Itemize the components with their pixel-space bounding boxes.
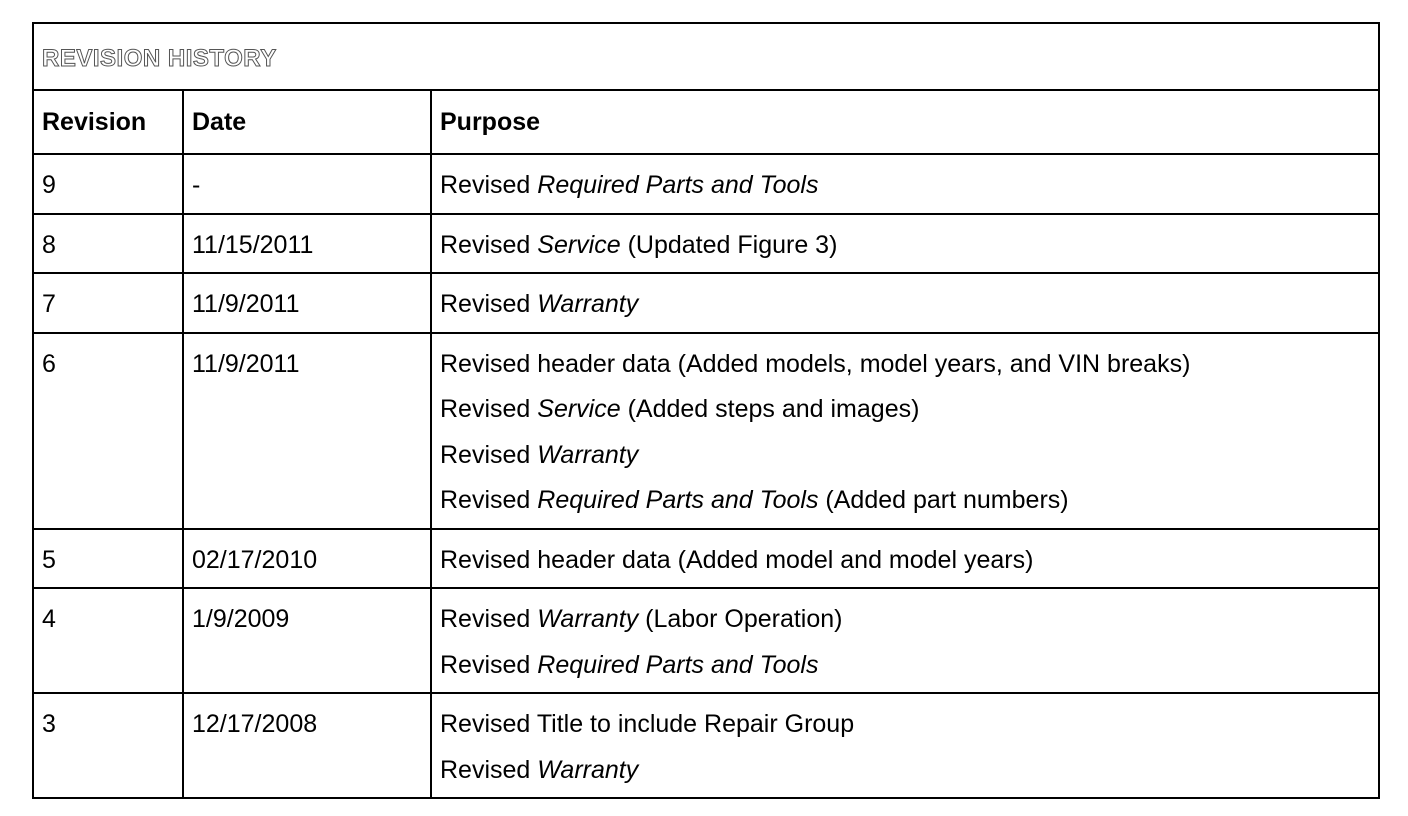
revision-cell: 5 — [33, 529, 183, 589]
purpose-text: Revised — [440, 650, 538, 679]
purpose-cell — [431, 333, 1379, 529]
date-cell: 02/17/2010 — [183, 529, 431, 589]
date-cell: 1/9/2009 — [183, 588, 431, 693]
purpose-text: Revised header data (Added models, model years, and VIN breaks) — [440, 349, 1191, 378]
date-cell: 12/17/2008 — [183, 693, 431, 798]
purpose-line — [440, 538, 1370, 584]
table-title: REVISION HISTORY — [42, 44, 277, 72]
purpose-text: (Updated Figure 3) — [620, 230, 838, 259]
header-revision: Revision — [33, 90, 183, 154]
purpose-line — [440, 433, 1370, 479]
purpose-cell — [431, 154, 1379, 214]
section-reference: Warranty — [537, 440, 639, 469]
purpose-line — [440, 597, 1370, 643]
table-row — [33, 529, 1379, 589]
section-reference: Required Parts and Tools — [537, 171, 819, 199]
date-cell: 11/9/2011 — [183, 333, 431, 529]
revision-cell: 7 — [33, 273, 183, 333]
revision-cell: 8 — [33, 214, 183, 274]
section-reference: Required Parts and Tools — [537, 650, 819, 679]
section-reference: Warranty — [537, 755, 639, 784]
table-row — [33, 588, 1379, 693]
table-row — [33, 273, 1379, 333]
purpose-line — [440, 748, 1370, 794]
revision-history-table — [32, 22, 1380, 799]
purpose-text: Revised — [440, 755, 538, 784]
title-row — [33, 23, 1379, 90]
header-row — [33, 90, 1379, 154]
purpose-line — [440, 163, 1370, 209]
purpose-line — [440, 342, 1370, 388]
purpose-line — [440, 702, 1370, 748]
purpose-line — [440, 387, 1370, 433]
date-cell: - — [183, 154, 431, 214]
purpose-text: (Added steps and images) — [620, 395, 920, 423]
revision-rows — [33, 154, 1379, 798]
revision-cell: 4 — [33, 588, 183, 693]
purpose-line — [440, 643, 1370, 689]
purpose-line — [440, 223, 1370, 269]
title-cell — [33, 23, 1379, 90]
purpose-cell — [431, 588, 1379, 693]
table-row — [33, 693, 1379, 798]
header-date: Date — [183, 90, 431, 154]
purpose-text: Revised — [440, 230, 538, 259]
date-cell: 11/15/2011 — [183, 214, 431, 274]
section-reference: Warranty — [537, 605, 639, 633]
purpose-text: Revised header data (Added model and model years) — [440, 545, 1034, 574]
section-reference: Service — [537, 230, 621, 259]
table-row — [33, 333, 1379, 529]
purpose-text: (Added part numbers) — [818, 486, 1069, 514]
purpose-text: Revised — [440, 486, 538, 514]
purpose-text: Revised — [440, 171, 538, 199]
table-row — [33, 154, 1379, 214]
purpose-cell — [431, 214, 1379, 274]
purpose-text: Revised Title to include Repair Group — [440, 710, 855, 738]
purpose-cell — [431, 273, 1379, 333]
revision-cell: 9 — [33, 154, 183, 214]
revision-cell: 6 — [33, 333, 183, 529]
section-reference: Service — [537, 395, 621, 423]
date-cell: 11/9/2011 — [183, 273, 431, 333]
purpose-line — [440, 282, 1370, 328]
purpose-text: (Labor Operation) — [638, 605, 843, 633]
header-purpose: Purpose — [431, 90, 1379, 154]
purpose-text: Revised — [440, 605, 538, 633]
purpose-text: Revised — [440, 290, 538, 318]
revision-cell: 3 — [33, 693, 183, 798]
section-reference: Required Parts and Tools — [537, 486, 819, 514]
purpose-text: Revised — [440, 440, 538, 469]
purpose-text: Revised — [440, 395, 538, 423]
purpose-cell — [431, 529, 1379, 589]
table-row — [33, 214, 1379, 274]
purpose-line — [440, 478, 1370, 524]
purpose-cell — [431, 693, 1379, 798]
section-reference: Warranty — [537, 290, 639, 318]
